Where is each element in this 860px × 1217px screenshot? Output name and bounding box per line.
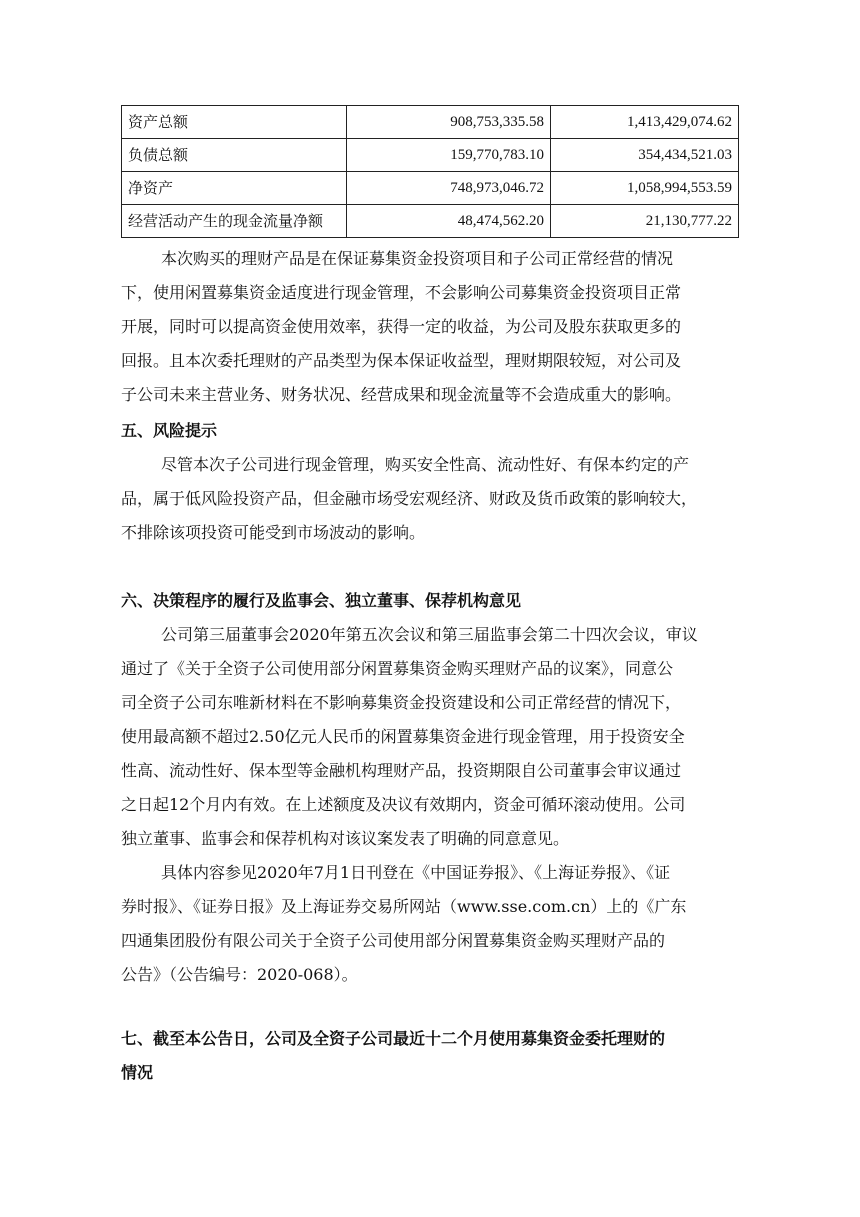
row-value: 21,130,777.22 — [551, 205, 739, 238]
section-heading: 五、风险提示 — [121, 421, 218, 440]
row-label: 负债总额 — [122, 139, 347, 172]
row-label: 资产总额 — [122, 106, 347, 139]
section-heading: 六、决策程序的履行及监事会、独立董事、保荐机构意见 — [121, 591, 522, 610]
row-value: 48,474,562.20 — [347, 205, 551, 238]
text-line: 回报。且本次委托理财的产品类型为保本保证收益型，理财期限较短，对公司及 — [121, 351, 682, 370]
table-row — [122, 106, 739, 139]
row-value: 908,753,335.58 — [347, 106, 551, 139]
text-line: 使用最高额不超过2.50亿元人民币的闲置募集资金进行现金管理，用于投资安全 — [121, 727, 685, 746]
financial-table — [121, 105, 739, 238]
table-row — [122, 172, 739, 205]
text-line: 尽管本次子公司进行现金管理，购买安全性高、流动性好、有保本约定的产 — [161, 455, 690, 474]
text-line: 司全资子公司东唯新材料在不影响募集资金投资建设和公司正常经营的情况下， — [121, 693, 682, 712]
text-line: 本次购买的理财产品是在保证募集资金投资项目和子公司正常经营的情况 — [161, 249, 674, 268]
text-line: 通过了《关于全资子公司使用部分闲置募集资金购买理财产品的议案》，同意公 — [121, 659, 674, 678]
text-line: 四通集团股份有限公司关于全资子公司使用部分闲置募集资金购买理财产品的 — [121, 931, 666, 950]
section-heading-continued: 情况 — [121, 1063, 154, 1082]
table-row — [122, 205, 739, 238]
text-line: 具体内容参见2020年7月1日刊登在《中国证券报》、《上海证券报》、《证 — [161, 863, 671, 882]
text-line: 公告》（公告编号：2020-068）。 — [121, 965, 358, 984]
text-line: 开展，同时可以提高资金使用效率，获得一定的收益，为公司及股东获取更多的 — [121, 317, 682, 336]
text-line: 性高、流动性好、保本型等金融机构理财产品，投资期限自公司董事会审议通过 — [121, 761, 682, 780]
row-value: 1,413,429,074.62 — [551, 106, 739, 139]
impact-paragraph — [121, 242, 738, 412]
risk-paragraph — [121, 448, 738, 550]
text-line: 下，使用闲置募集资金适度进行现金管理，不会影响公司募集资金投资项目正常 — [121, 283, 682, 302]
text-line: 子公司未来主营业务、财务状况、经营成果和现金流量等不会造成重大的影响。 — [121, 385, 682, 404]
text-line: 券时报》、《证券日报》及上海证券交易所网站（www.sse.com.cn）上的《广东 — [121, 897, 687, 916]
text-line: 不排除该项投资可能受到市场波动的影响。 — [121, 523, 426, 542]
row-value: 748,973,046.72 — [347, 172, 551, 205]
section-heading: 七、截至本公告日，公司及全资子公司最近十二个月使用募集资金委托理财的 — [121, 1029, 666, 1048]
row-value: 1,058,994,553.59 — [551, 172, 739, 205]
table-row — [122, 139, 739, 172]
text-line: 独立董事、监事会和保荐机构对该议案发表了明确的同意意见。 — [121, 829, 570, 848]
text-line: 品，属于低风险投资产品，但金融市场受宏观经济、财政及货币政策的影响较大， — [121, 489, 698, 508]
reference-paragraph — [121, 856, 738, 992]
row-label: 经营活动产生的现金流量净额 — [122, 205, 347, 238]
row-value: 354,434,521.03 — [551, 139, 739, 172]
row-value: 159,770,783.10 — [347, 139, 551, 172]
text-line: 公司第三届董事会2020年第五次会议和第三届监事会第二十四次会议，审议 — [161, 625, 698, 644]
text-line: 之日起12个月内有效。在上述额度及决议有效期内，资金可循环滚动使用。公司 — [121, 795, 686, 814]
row-label: 净资产 — [122, 172, 347, 205]
decision-paragraph — [121, 618, 738, 856]
